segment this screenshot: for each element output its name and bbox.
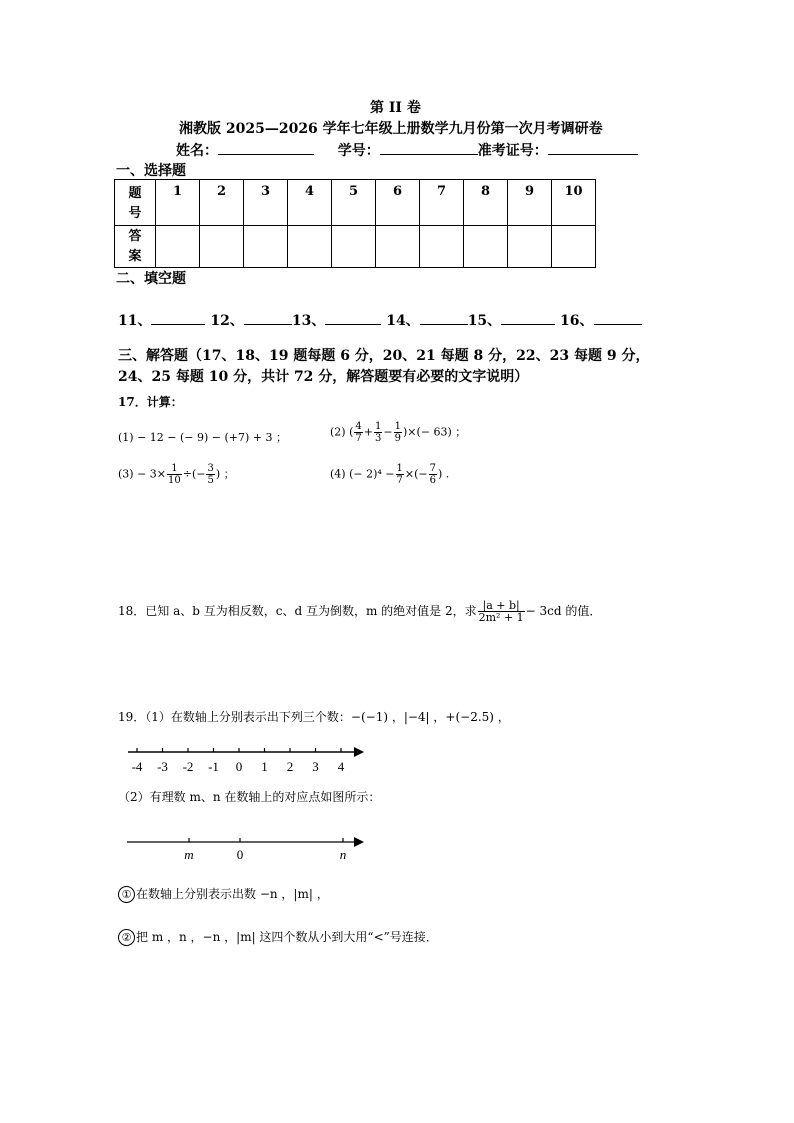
answer-table-number-row xyxy=(115,180,596,226)
q17-label: 17．计算： xyxy=(118,395,183,409)
number-line-2 xyxy=(124,832,374,866)
question-number-cell: 10 xyxy=(552,180,596,226)
q17-part3: (3) − 3× $\frac{1}{10}$ ÷(− $\frac{3}{5}$ ) ； xyxy=(118,463,235,486)
q18: 18．已知 a、b 互为相反数，c、d 互为倒数，m 的绝对值是 2，求 $\frac{|a + b|}{\text{2m² + 1}}$ − 3cd 的值． xyxy=(118,599,602,624)
number-line-tick-label: 1 xyxy=(261,759,268,774)
blank-11[interactable] xyxy=(151,310,205,325)
name-field xyxy=(176,140,638,160)
question-number-cell: 2 xyxy=(200,180,244,226)
name-blank[interactable] xyxy=(218,140,314,155)
q19-sub1: ① 在数轴上分别表示出数 −n ，|m| ， xyxy=(118,885,329,903)
number-line-point-label: m xyxy=(184,847,194,862)
exam-no-blank[interactable] xyxy=(548,140,638,155)
exam-no-label: 准考证号： xyxy=(477,143,548,159)
answer-cell[interactable] xyxy=(332,226,376,268)
q19-part1: 19．（1）在数轴上分别表示出下列三个数：−(−1) ，|−4| ，+(−2.5) ， xyxy=(118,710,510,724)
number-line-tick-label: -3 xyxy=(157,759,168,774)
number-line-tick-label: -4 xyxy=(131,759,143,774)
arrow-right-icon xyxy=(354,837,364,847)
question-number-cell: 1 xyxy=(156,180,200,226)
blank-13[interactable] xyxy=(325,310,381,325)
section2-title: 二、填空题 xyxy=(116,271,186,287)
number-line-tick-label: 2 xyxy=(286,759,294,774)
answer-cell[interactable] xyxy=(376,226,420,268)
question-number-cell: 6 xyxy=(376,180,420,226)
answer-table xyxy=(114,179,596,268)
answer-cell[interactable] xyxy=(552,226,596,268)
number-line-tick-label: 0 xyxy=(235,759,243,774)
section3-title-line1: 三、解答题（17、18、19 题每题 6 分，20、21 每题 8 分，22、23 每题 9 分， xyxy=(118,348,650,364)
blank-16[interactable] xyxy=(594,310,642,325)
id-blank[interactable] xyxy=(380,140,478,155)
blank-15[interactable] xyxy=(501,310,555,325)
question-number-cell: 3 xyxy=(244,180,288,226)
name-label: 姓名： xyxy=(176,143,218,159)
blank-12[interactable] xyxy=(244,310,292,325)
answer-cell[interactable] xyxy=(508,226,552,268)
page-title: 湘教版 2025—2026 学年七年级上册数学九月份第一次月考调研卷 xyxy=(179,121,603,137)
circled-two-icon: ② xyxy=(118,929,135,946)
question-number-cell: 9 xyxy=(508,180,552,226)
question-number-cell: 8 xyxy=(464,180,508,226)
number-line-tick-label: -2 xyxy=(182,759,194,774)
id-label: 学号： xyxy=(337,143,380,159)
answer-cell[interactable] xyxy=(244,226,288,268)
volume-label: 第 II 卷 xyxy=(370,100,421,116)
q17-part1: (1) − 12 − (− 9) − (+7) + 3 ； xyxy=(118,431,288,444)
answer-cell[interactable] xyxy=(200,226,244,268)
number-line-1 xyxy=(120,742,380,776)
q19-part2: （2）有理数 m、n 在数轴上的对应点如图所示： xyxy=(118,790,381,804)
q19-sub2: ② 把 m ，n ，−n ，|m| 这四个数从小到大用“<”号连接． xyxy=(118,928,438,946)
q17-part2: (2) ( $\frac{4}{7}$ + $\frac{1}{3}$ − $\frac{1}{9}$ )×(− 63) ； xyxy=(330,421,467,444)
number-line-point-label: 0 xyxy=(236,847,244,862)
number-line-point-label: n xyxy=(339,847,347,862)
answer-cell[interactable] xyxy=(288,226,332,268)
number-line-tick-label: 3 xyxy=(312,759,319,774)
row-header-answer: 答 案 xyxy=(115,226,156,268)
arrow-right-icon xyxy=(354,747,364,757)
number-line-tick-label: -1 xyxy=(208,759,219,774)
section1-title: 一、选择题 xyxy=(116,163,186,179)
question-number-cell: 4 xyxy=(288,180,332,226)
answer-table-answer-row xyxy=(115,226,596,268)
circled-one-icon: ① xyxy=(118,886,135,903)
section3-title-line2: 24、25 每题 10 分，共计 72 分，解答题要有必要的文字说明） xyxy=(118,369,529,385)
fill-blank-row: 11、 12、 13、 14、 15、 16、 xyxy=(118,310,642,330)
answer-cell[interactable] xyxy=(464,226,508,268)
row-header-number: 题 号 xyxy=(115,180,156,226)
question-number-cell: 5 xyxy=(332,180,376,226)
q17-part4: (4) (− 2)⁴ − $\frac{1}{7}$ ×(− $\frac{7}{6}$ ) . xyxy=(330,463,450,486)
question-number-cell: 7 xyxy=(420,180,464,226)
answer-cell[interactable] xyxy=(420,226,464,268)
blank-14[interactable] xyxy=(420,310,468,325)
number-line-tick-label: 4 xyxy=(337,759,345,774)
answer-cell[interactable] xyxy=(156,226,200,268)
